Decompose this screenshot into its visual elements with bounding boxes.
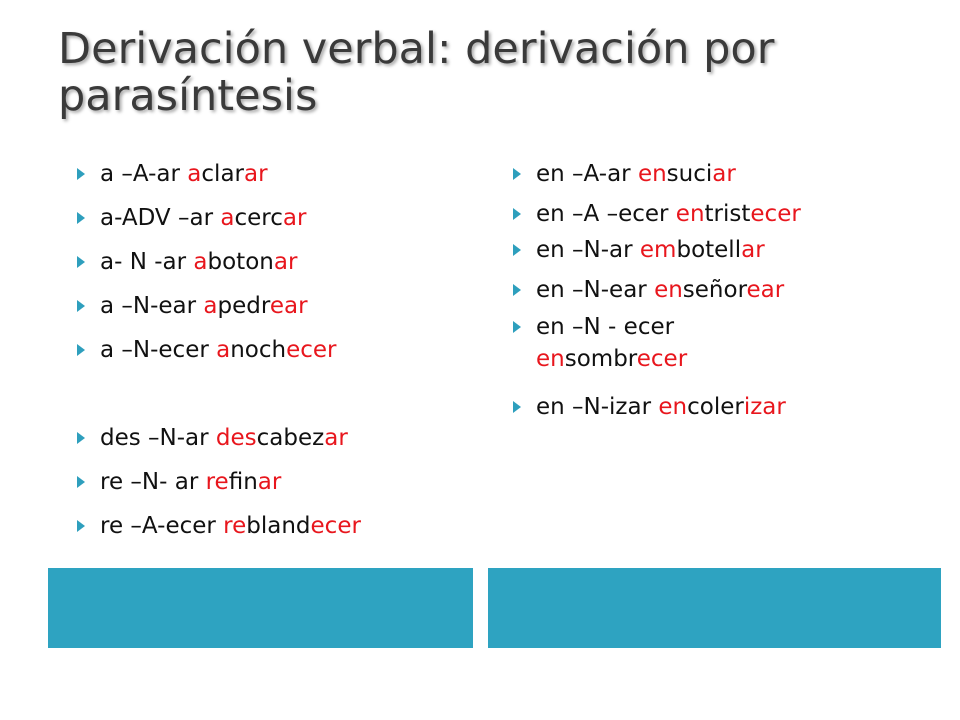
affix-highlight: en: [637, 161, 667, 187]
text-segment: a –A-ar: [100, 161, 188, 187]
text-segment: fin: [228, 469, 258, 495]
list-item-text: [100, 204, 306, 232]
affix-highlight: a: [187, 161, 202, 187]
text-segment: sombr: [564, 346, 637, 372]
list-item-text: [536, 200, 801, 228]
affix-highlight: des: [215, 425, 257, 451]
triangle-right-icon: [77, 300, 85, 312]
affix-highlight: ar: [324, 425, 348, 451]
list-item-text: [100, 336, 337, 364]
affix-highlight: en: [536, 346, 565, 372]
affix-highlight: ecer: [310, 513, 361, 539]
list-item-text: [100, 468, 281, 496]
affix-highlight: ar: [282, 205, 307, 231]
text-segment: noch: [230, 337, 287, 363]
affix-highlight: em: [639, 237, 677, 263]
triangle-right-icon: [513, 208, 521, 220]
list-item-text: [100, 160, 268, 188]
triangle-right-icon: [513, 401, 521, 413]
text-segment: clar: [201, 161, 244, 187]
triangle-right-icon: [77, 432, 85, 444]
text-segment: en –A –ecer: [536, 201, 676, 227]
list-item-text: [100, 512, 361, 540]
text-segment: señor: [682, 277, 747, 303]
list-item-text: [536, 160, 736, 188]
text-segment: botell: [676, 237, 742, 263]
triangle-right-icon: [513, 284, 521, 296]
text-segment: en –N - ecer: [536, 314, 675, 340]
text-segment: en –N-ar: [536, 237, 640, 263]
triangle-right-icon: [77, 256, 85, 268]
triangle-right-icon: [513, 321, 521, 333]
affix-highlight: ar: [273, 249, 298, 275]
affix-highlight: ecer: [750, 201, 801, 227]
affix-highlight: a: [193, 249, 208, 275]
affix-highlight: en: [675, 201, 705, 227]
affix-highlight: a: [203, 293, 218, 319]
list-item-text: [536, 345, 687, 373]
triangle-right-icon: [77, 520, 85, 532]
affix-highlight: en: [654, 277, 683, 303]
text-segment: a- N -ar: [100, 249, 194, 275]
text-segment: coler: [687, 394, 744, 420]
text-segment: suci: [666, 161, 713, 187]
triangle-right-icon: [77, 212, 85, 224]
text-segment: re –A-ecer: [100, 513, 224, 539]
list-item-text: [536, 276, 784, 304]
footer-band-right: [488, 568, 941, 648]
triangle-right-icon: [513, 168, 521, 180]
affix-highlight: re: [223, 513, 247, 539]
triangle-right-icon: [513, 244, 521, 256]
footer-band-left: [48, 568, 473, 648]
list-item-text: [100, 424, 348, 452]
affix-highlight: ar: [712, 161, 736, 187]
affix-highlight: ar: [244, 161, 268, 187]
affix-highlight: a: [216, 337, 231, 363]
affix-highlight: ecer: [286, 337, 337, 363]
text-segment: trist: [704, 201, 751, 227]
text-segment: en –A-ar: [536, 161, 638, 187]
text-segment: a –N-ear: [100, 293, 204, 319]
affix-highlight: izar: [743, 394, 786, 420]
affix-highlight: ear: [746, 277, 785, 303]
slide-title: Derivación verbal: derivación por parasíntesis: [58, 24, 775, 121]
text-segment: re –N- ar: [100, 469, 206, 495]
text-segment: a-ADV –ar: [100, 205, 221, 231]
affix-highlight: ecer: [636, 346, 688, 372]
affix-highlight: ar: [257, 469, 282, 495]
text-segment: des –N-ar: [100, 425, 216, 451]
text-segment: bland: [246, 513, 311, 539]
affix-highlight: ear: [269, 293, 308, 319]
text-segment: en –N-izar: [536, 394, 659, 420]
list-item-text: [100, 248, 297, 276]
text-segment: a –N-ecer: [100, 337, 217, 363]
triangle-right-icon: [77, 344, 85, 356]
text-segment: en –N-ear: [536, 277, 655, 303]
text-segment: pedr: [217, 293, 270, 319]
list-item-text: [536, 393, 786, 421]
triangle-right-icon: [77, 168, 85, 180]
affix-highlight: en: [658, 394, 688, 420]
affix-highlight: a: [220, 205, 235, 231]
list-item-text: [536, 236, 765, 264]
list-item-text: [100, 292, 308, 320]
text-segment: cabez: [256, 425, 325, 451]
affix-highlight: re: [205, 469, 229, 495]
text-segment: boton: [207, 249, 274, 275]
list-item-text: [536, 313, 674, 341]
affix-highlight: ar: [741, 237, 765, 263]
text-segment: cerc: [234, 205, 283, 231]
triangle-right-icon: [77, 476, 85, 488]
